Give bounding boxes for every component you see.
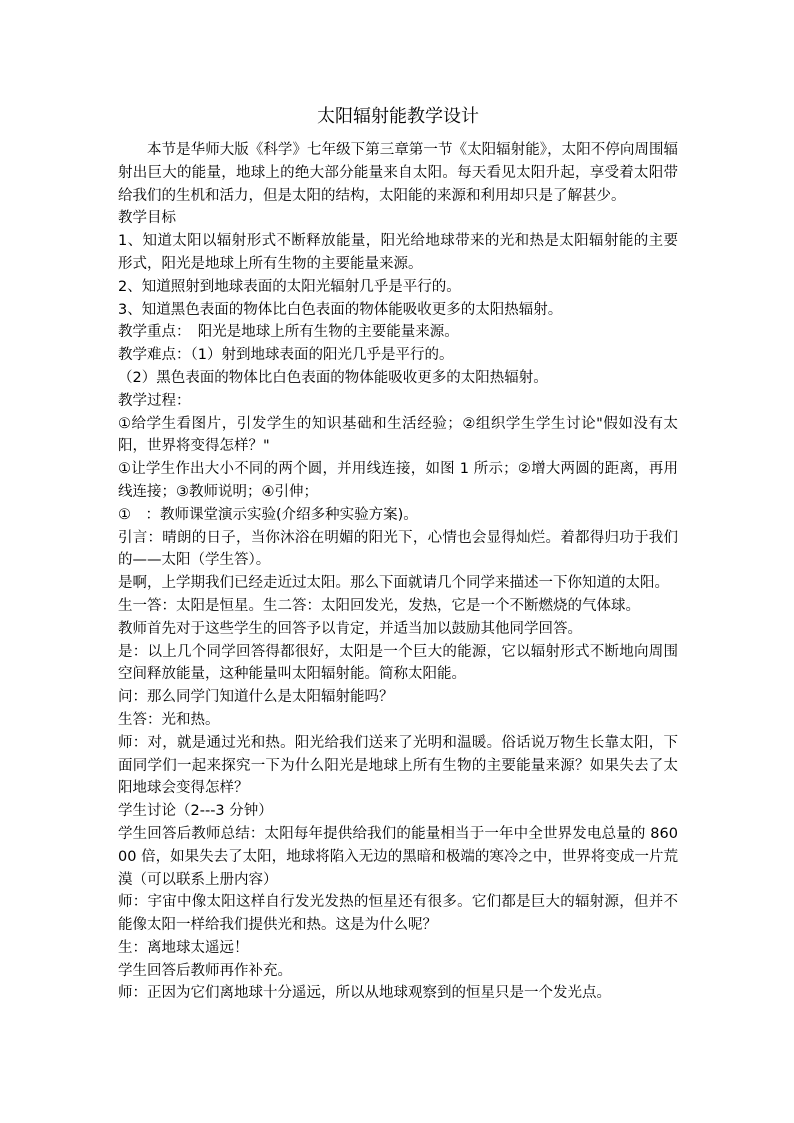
paragraph: 引言：晴朗的日子，当你沐浴在明媚的阳光下，心情也会显得灿烂。着都得归功于我们的——太阳（学生答）。	[118, 529, 678, 569]
paragraph: 学生回答后教师总结：太阳每年提供给我们的能量相当于一年中全世界发电总量的 86000 倍，如果失去了太阳，地球将陷入无边的黑暗和极端的寒冷之中，世界将变成一片荒漠（可以联系上册内容）	[118, 825, 678, 888]
paragraph: 生：离地球太遥远！	[118, 939, 249, 956]
paragraph: 师：正因为它们离地球十分遥远，所以从地球观察到的恒星只是一个发光点。	[118, 985, 611, 1002]
paragraph: 本节是华师大版《科学》七年级下第三章第一节《太阳辐射能》，太阳不停向周围辐射出巨大的能量，地球上的绝大部分能量来自太阳。每天看见太阳升起，享受着太阳带给我们的生机和活力，但是太阳的结构，太阳能的来源和利用却只是了解甚少。	[118, 142, 678, 204]
paragraph: 师：对，就是通过光和热。阳光给我们送来了光明和温暖。俗话说万物生长靠太阳，下面同学们一起来探究一下为什么阳光是地球上所有生物的主要能量来源？如果失去了太阳地球会变得怎样？	[118, 734, 678, 797]
paragraph: 2、知道照射到地球表面的太阳光辐射几乎是平行的。	[118, 278, 461, 295]
paragraph: 学生讨论（2---3 分钟）	[118, 803, 273, 820]
paragraph: 教学难点：（1）射到地球表面的阳光几乎是平行的。	[118, 347, 454, 364]
paragraph: 教学重点： 阳光是地球上所有生物的主要能量来源。	[118, 324, 459, 341]
paragraph: 教学目标	[118, 210, 176, 227]
paragraph: 是啊，上学期我们已经走近过太阳。那么下面就请几个同学来描述一下你知道的太阳。	[118, 575, 669, 592]
paragraph: 是：以上几个同学回答得都很好，太阳是一个巨大的能源，它以辐射形式不断地向周围空间释放能量，这种能量叫太阳辐射能。简称太阳能。	[118, 643, 678, 683]
paragraph: （2）黑色表面的物体比白色表面的物体能吸收更多的太阳热辐射。	[118, 369, 548, 386]
paragraph: 问：那么同学门知道什么是太阳辐射能吗？	[118, 689, 394, 706]
paragraph: ①给学生看图片，引发学生的知识基础和生活经验；②组织学生学生讨论"假如没有太阳，世界将变得怎样？"	[118, 415, 678, 455]
paragraph: ①让学生作出大小不同的两个圆，并用线连接，如图 1 所示；②增大两圆的距离，再用线连接；③教师说明；④引伸；	[118, 461, 678, 500]
paragraph: 教学过程：	[118, 392, 191, 409]
paragraph: 生答：光和热。	[118, 711, 220, 728]
paragraph: 教师首先对于这些学生的回答予以肯定，并适当加以鼓励其他同学回答。	[118, 620, 582, 637]
document-body	[118, 139, 678, 1005]
document-title: 太阳辐射能教学设计	[317, 106, 479, 127]
paragraph: 师：宇宙中像太阳这样自行发光发热的恒星还有很多。它们都是巨大的辐射源，但并不能像太阳一样给我们提供光和热。这是为什么呢？	[118, 894, 678, 934]
paragraph: 3、知道黑色表面的物体比白色表面的物体能吸收更多的太阳热辐射。	[118, 301, 563, 318]
paragraph: 学生回答后教师再作补充。	[118, 962, 292, 979]
paragraph: ① ：教师课堂演示实验(介绍多种实验方案)。	[118, 506, 418, 523]
paragraph: 生一答：太阳是恒星。生二答：太阳回发光，发热，它是一个不断燃烧的气体球。	[118, 597, 640, 614]
paragraph: 1、知道太阳以辐射形式不断释放能量，阳光给地球带来的光和热是太阳辐射能的主要形式，阳光是地球上所有生物的主要能量来源。	[118, 233, 678, 272]
